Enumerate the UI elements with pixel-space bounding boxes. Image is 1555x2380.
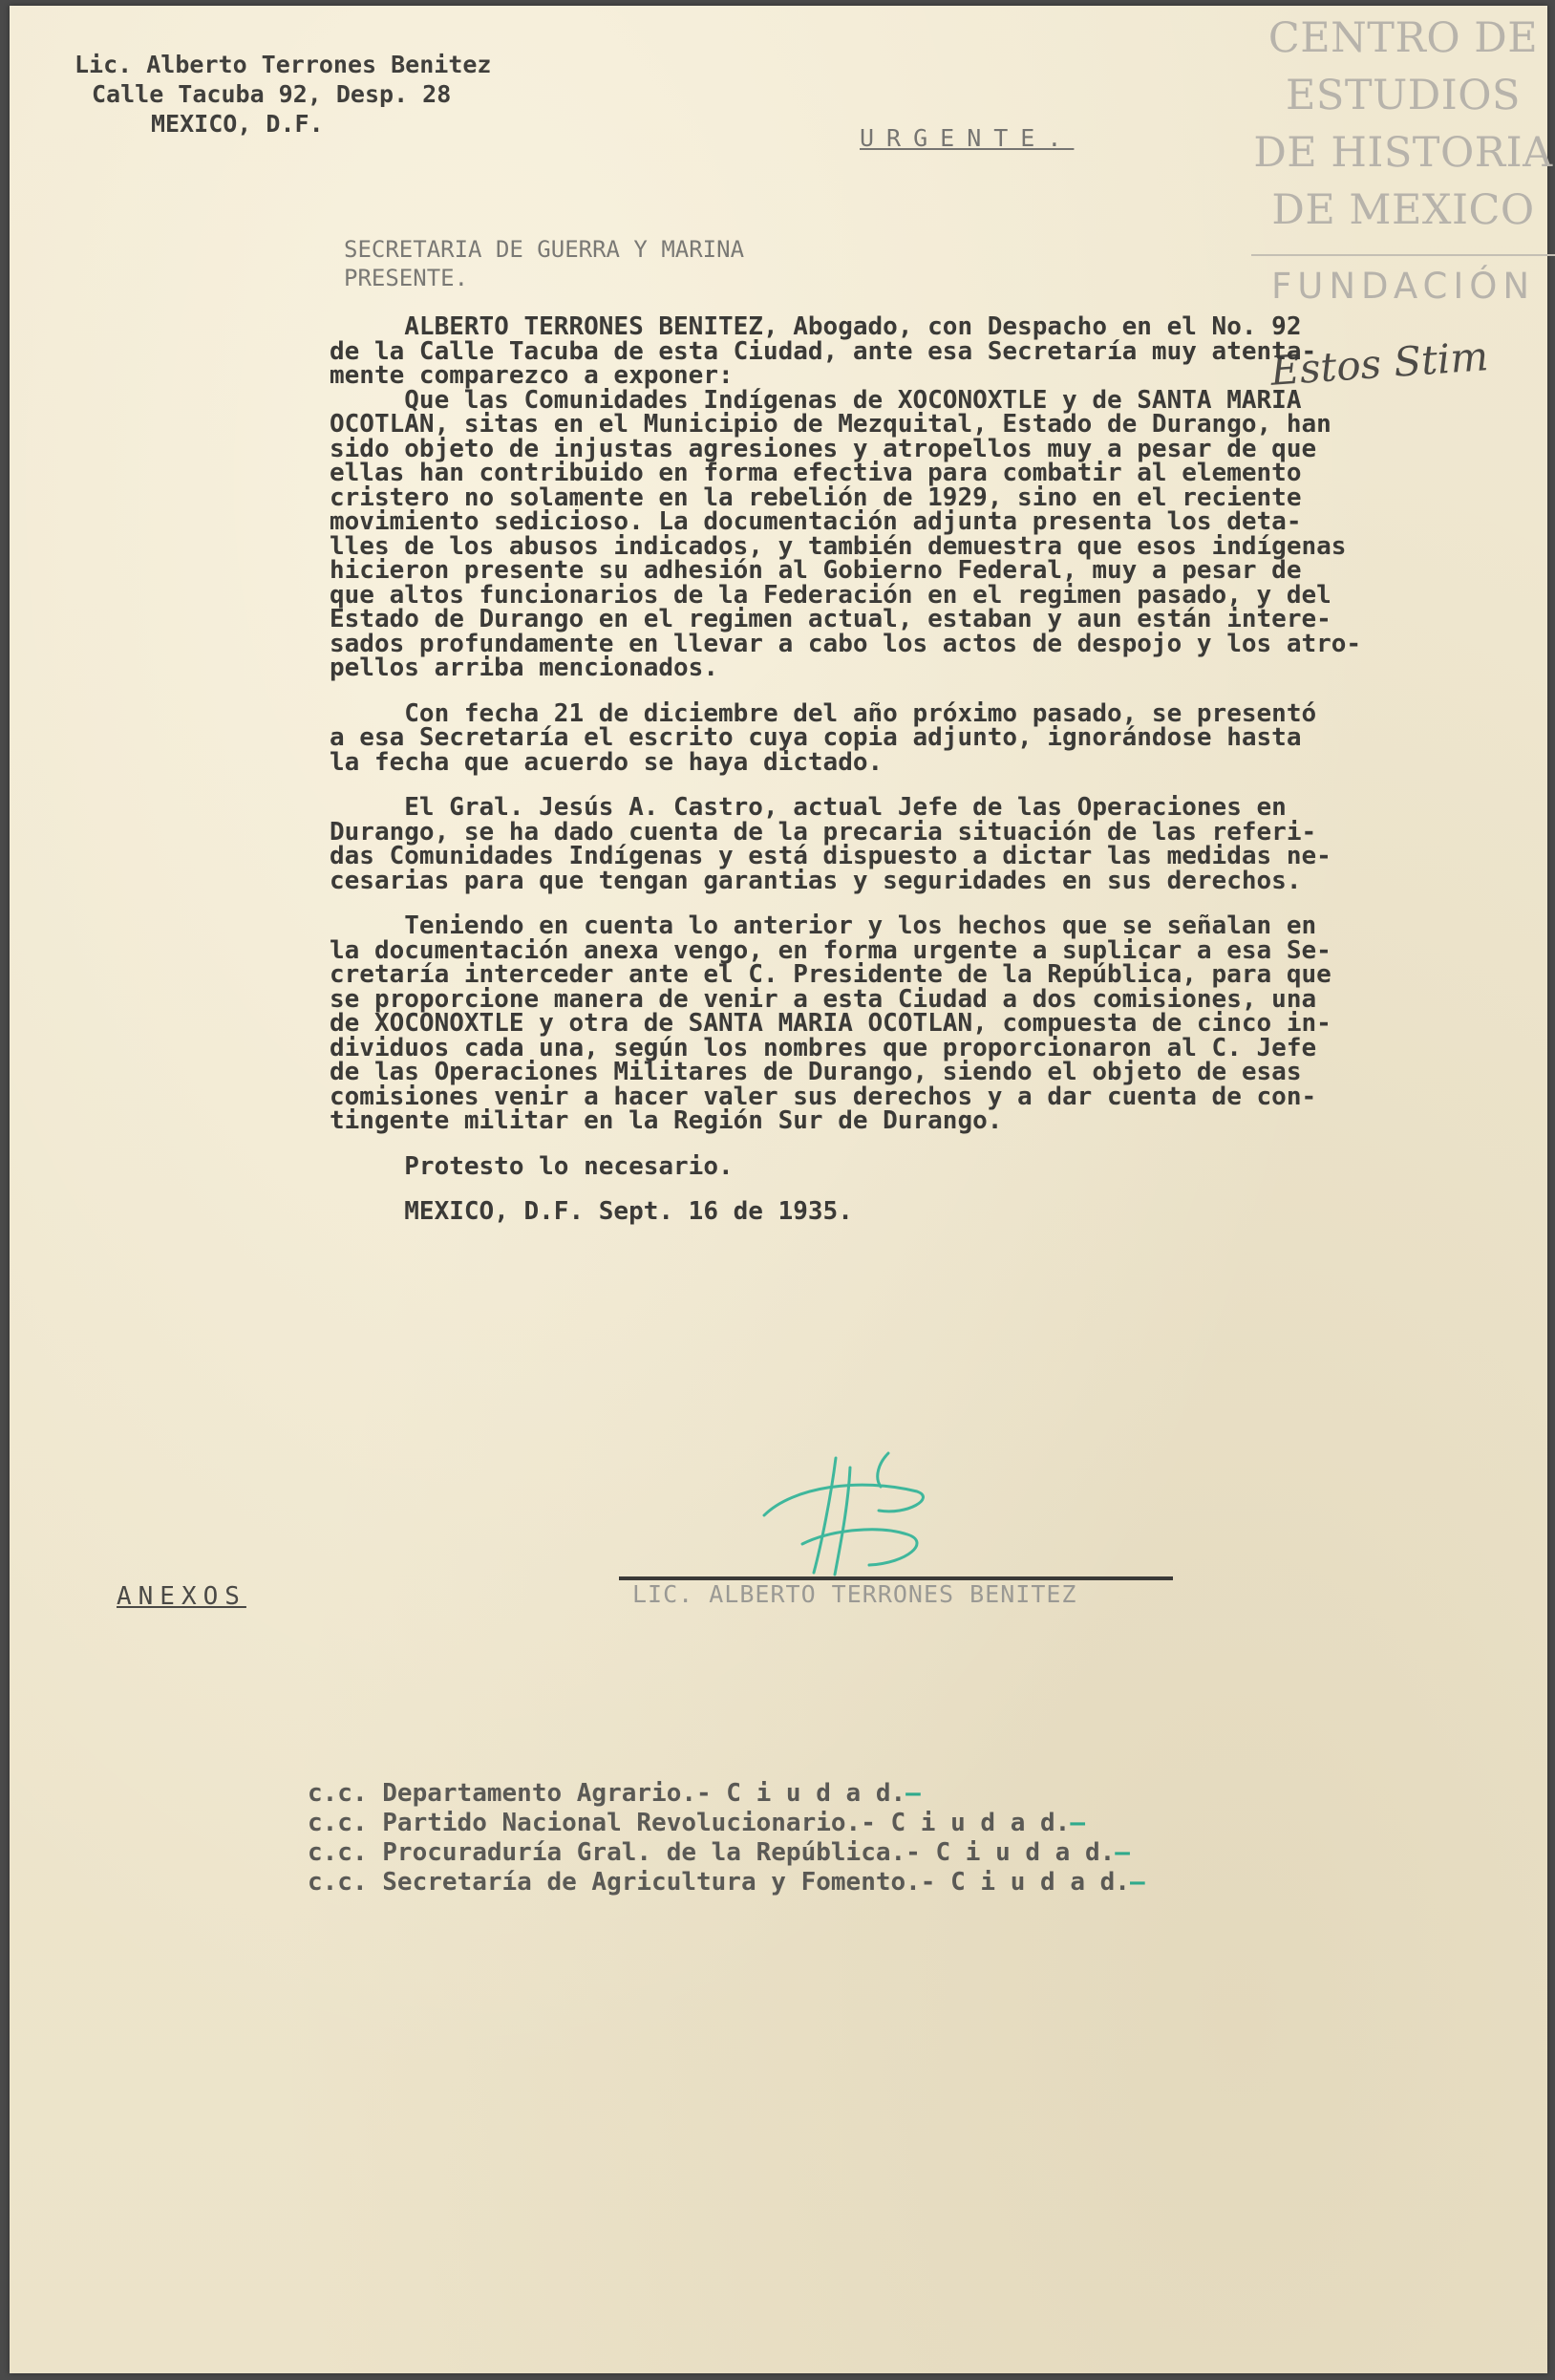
paragraph-2 [330, 698, 1552, 777]
cc-dash: — [1115, 1838, 1130, 1867]
archive-watermark [1251, 10, 1555, 307]
cc-entry [308, 1838, 1145, 1868]
cc-prefix: c.c. [308, 1868, 368, 1897]
handwritten-note: Estos Stim [1268, 332, 1490, 395]
body-line: cesarias para que tengan garantias y seguridades en sus derechos. [330, 866, 1302, 895]
signer-name: LIC. ALBERTO TERRONES BENITEZ [632, 1580, 1077, 1608]
body-line: la fecha que acuerdo se haya dictado. [330, 747, 884, 777]
body-line: sido objeto de injustas agresiones y atropellos muy a pesar de que [330, 434, 1317, 463]
watermark-foundation: FUNDACIÓN [1270, 266, 1536, 307]
cc-dash: — [905, 1779, 921, 1808]
body-line: ALBERTO TERRONES BENITEZ, Abogado, con Despacho en el No. 92 [330, 312, 1302, 341]
closing-formula [330, 1151, 1552, 1181]
body-line: movimiento sedicioso. La documentación adjunta presenta los deta- [330, 507, 1302, 536]
signature-stroke [764, 1485, 923, 1515]
carbon-copy-list [308, 1779, 1145, 1898]
body-line: hicieron presente su adhesión al Gobierno Federal, muy a pesar de [330, 556, 1302, 585]
cc-prefix: c.c. [308, 1809, 368, 1837]
body-line: se proporcione manera de venir a esta Ciudad a dos comisiones, una [330, 984, 1317, 1014]
sender-letterhead [75, 50, 492, 139]
addressee-block [344, 235, 744, 292]
body-line: Que las Comunidades Indígenas de XOCONOXTLE y de SANTA MARIA [330, 385, 1302, 415]
letter-page [10, 6, 1553, 2373]
body-line: de la Calle Tacuba de esta Ciudad, ante esa Secretaría muy atenta- [330, 336, 1317, 366]
sender-city: MEXICO, D.F. [151, 110, 324, 138]
cc-recipient: Departamento Agrario.- C i u d a d. [382, 1779, 906, 1808]
cc-prefix: c.c. [308, 1779, 368, 1808]
sender-name: Lic. Alberto Terrones Benitez [75, 51, 492, 78]
body-line: mente comparezco a exponer: [330, 361, 734, 390]
sender-address: Calle Tacuba 92, Desp. 28 [92, 80, 452, 108]
signature-stroke [814, 1458, 836, 1573]
body-line: dividuos cada una, según los nombres que proporcionaron al C. Jefe [330, 1033, 1317, 1062]
cc-dash: — [1129, 1868, 1145, 1897]
watermark-divider [1251, 254, 1555, 256]
watermark-line: CENTRO DE [1267, 14, 1539, 62]
body-line: a esa Secretaría el escrito cuya copia adjunto, ignorándose hasta [330, 723, 1302, 752]
paragraph-3 [330, 793, 1552, 895]
closing-line: Protesto lo necesario. [330, 1151, 734, 1181]
place-date [330, 1197, 1552, 1226]
letter-body [330, 312, 1552, 1246]
watermark-line: DE MEXICO [1271, 186, 1535, 234]
cc-prefix: c.c. [308, 1838, 368, 1867]
body-line: de XOCONOXTLE y otra de SANTA MARIA OCOTLAN, compuesta de cinco in- [330, 1009, 1331, 1038]
body-line: comisiones venir a hacer valer sus derechos y a dar cuenta de con- [330, 1082, 1317, 1111]
watermark-line: DE HISTORIA [1253, 129, 1553, 177]
addressee-name: SECRETARIA DE GUERRA Y MARINA [344, 236, 745, 263]
body-line: das Comunidades Indígenas y está dispuesto a dictar las medidas ne- [330, 842, 1331, 870]
signature-stroke [835, 1468, 850, 1575]
watermark-line: ESTUDIOS [1286, 72, 1521, 119]
body-line: que altos funcionarios de la Federación en el regimen pasado, y del [330, 580, 1331, 610]
cc-dash: — [1070, 1809, 1085, 1837]
body-line: sados profundamente en llevar a cabo los actos de despojo y los atro- [330, 629, 1362, 658]
cc-entry [308, 1868, 1145, 1898]
cc-entry [308, 1809, 1145, 1838]
signature-scribble [745, 1439, 965, 1582]
cc-entry [308, 1779, 1145, 1809]
body-line: cretaría interceder ante el C. Presidente de la República, para que [330, 960, 1331, 989]
signature-strokes [764, 1453, 923, 1575]
body-line: pellos arriba mencionados. [330, 654, 718, 682]
body-line: lles de los abusos indicados, y también demuestra que esos indígenas [330, 531, 1347, 561]
date-line: MEXICO, D.F. Sept. 16 de 1935. [330, 1197, 853, 1226]
addressee-present: PRESENTE. [344, 265, 469, 291]
body-line: tingente militar en la Región Sur de Durango. [330, 1106, 1003, 1135]
paragraph-1 [330, 312, 1552, 682]
body-line: Con fecha 21 de diciembre del año próximo pasado, se presentó [330, 698, 1317, 728]
body-line: cristero no solamente en la rebelión de 1929, sino en el reciente [330, 482, 1302, 512]
body-line: Estado de Durango en el regimen actual, estaban y aun están intere- [330, 605, 1331, 633]
body-line: OCOTLAN, sitas en el Municipio de Mezquital, Estado de Durango, han [330, 410, 1331, 439]
annexes-label: ANEXOS [117, 1582, 246, 1611]
cc-recipient: Partido Nacional Revolucionario.- C i u d a d. [382, 1809, 1071, 1837]
cc-recipient: Procuraduría Gral. de la República.- C i u d a d. [382, 1838, 1116, 1867]
signature-stroke [878, 1453, 888, 1487]
body-line: Durango, se ha dado cuenta de la precaria situación de las referi- [330, 817, 1317, 847]
body-line: la documentación anexa vengo, en forma urgente a suplicar a esa Se- [330, 935, 1331, 965]
paragraph-4 [330, 911, 1552, 1135]
body-line: de las Operaciones Militares de Durango, siendo el objeto de esas [330, 1058, 1302, 1086]
body-line: El Gral. Jesús A. Castro, actual Jefe de las Operaciones en [330, 793, 1287, 822]
cc-recipient: Secretaría de Agricultura y Fomento.- C i u d a d. [382, 1868, 1130, 1897]
body-line: ellas han contribuido en forma efectiva para combatir al elemento [330, 459, 1302, 487]
body-line: Teniendo en cuenta lo anterior y los hechos que se señalan en [330, 911, 1317, 940]
urgent-mark: URGENTE. [860, 124, 1075, 152]
